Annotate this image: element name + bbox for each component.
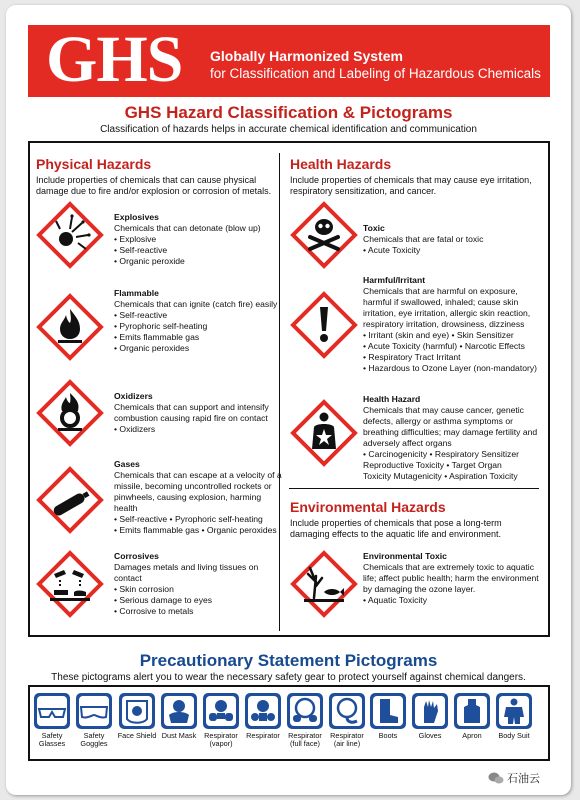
main-subtitle: Classification of hazards helps in accurate chemical identification and communication <box>100 124 477 135</box>
hazard-environmental-toxic: Environmental Toxic Chemicals that are extremely toxic to aquatic life; affect public health; harm the environment by damaging the ozone layer. • Aquatic Toxicity <box>363 551 539 605</box>
exclamation-mark-icon <box>290 291 358 359</box>
physical-hazards-title: Physical Hazards <box>36 156 152 172</box>
ppe-safety-goggles: Safety Goggles <box>74 693 114 748</box>
ppe-face-shield: Face Shield <box>117 693 157 740</box>
hazard-toxic: Toxic Chemicals that are fatal or toxic • Acute Toxicity <box>363 223 484 255</box>
gas-cylinder-icon <box>36 466 104 534</box>
ghs-sign <box>6 5 571 795</box>
boots-icon <box>370 693 406 729</box>
main-title: GHS Hazard Classification & Pictograms <box>124 103 453 122</box>
exploding-bomb-icon <box>36 201 104 269</box>
banner-title: Globally Harmonized System <box>210 48 403 64</box>
health-hazards-desc: Include properties of chemicals that may cause eye irritation, respiratory sensitization, and cancer. <box>290 175 532 196</box>
safety-glasses-icon <box>34 693 70 729</box>
flame-icon <box>36 293 104 361</box>
watermark: 石油云 <box>488 770 540 786</box>
ppe-respirator-full-face: Respirator (full face) <box>285 693 325 748</box>
respirator-air-line-icon <box>329 693 365 729</box>
environment-icon <box>290 550 358 618</box>
respirator-icon <box>245 693 281 729</box>
ppe-dust-mask: Dust Mask <box>159 693 199 740</box>
header-banner <box>28 25 550 97</box>
hazard-health-hazard: Health Hazard Chemicals that may cause cancer, genetic defects, allergy or asthma symptoms or breathing difficulties; may damage fertility and adversely affect organs • Carcinogenicity • Respiratory Sensitizer Reproductive Toxicity • Target Organ Toxicity Mutagenicity • Aspiration Toxicity <box>363 394 538 481</box>
hazard-corrosives: Corrosives Damages metals and living tissues on contact • Skin corrosion • Serious damage to eyes • Corrosive to metals <box>114 551 259 616</box>
respirator-full-face-icon <box>287 693 323 729</box>
dust-mask-icon <box>161 693 197 729</box>
banner-subtitle: for Classification and Labeling of Hazardous Chemicals <box>210 66 541 81</box>
ppe-safety-glasses: Safety Glasses <box>32 693 72 748</box>
ppe-body-suit: Body Suit <box>494 693 534 740</box>
hazard-harmful-irritant: Harmful/Irritant Chemicals that are harmful on exposure, harmful if swallowed, inhaled; cause skin irritation, eye irritation, allergic skin reaction, respiratory irritation, drowsiness, dizziness • Irritant (skin and eye) • Skin Sensitizer • Acute Toxicity (harmful) • Narcotic Effects • Respiratory Tract Irritant • Hazardous to Ozone Layer (non-mandatory) <box>363 275 538 373</box>
skull-crossbones-icon <box>290 201 358 269</box>
health-hazards-title: Health Hazards <box>290 156 392 172</box>
ghs-logo: GHS <box>46 23 183 96</box>
flame-over-circle-icon <box>36 379 104 447</box>
health-hazard-icon <box>290 399 358 467</box>
body-suit-icon <box>496 693 532 729</box>
hazard-explosives: Explosives Chemicals that can detonate (blow up) • Explosive • Self-reactive • Organic peroxide <box>114 212 261 266</box>
wechat-icon <box>488 771 504 785</box>
ppe-gloves: Gloves <box>410 693 450 740</box>
apron-icon <box>454 693 490 729</box>
physical-hazards-desc: Include properties of chemicals that can cause physical damage due to fire and/or explosion or corrosion of metals. <box>36 175 272 196</box>
ppe-respirator: Respirator <box>243 693 283 740</box>
ppe-boots: Boots <box>368 693 408 740</box>
hazard-oxidizers: Oxidizers Chemicals that can support and intensify combustion causing rapid fire on contact • Oxidizers <box>114 391 269 434</box>
section-divider <box>289 488 539 489</box>
hazard-gases: Gases Chemicals that can escape at a velocity of a missile, becoming uncontrolled rockets or pinwheels, causing explosion, harming health • Self-reactive • Pyrophoric self-heating • Emits flammable gas • Organic peroxides <box>114 459 282 535</box>
hazard-flammable: Flammable Chemicals that can ignite (catch fire) easily • Self-reactive • Pyrophoric self-heating • Emits flammable gas • Organic peroxides <box>114 288 278 353</box>
ppe-apron: Apron <box>452 693 492 740</box>
face-shield-icon <box>119 693 155 729</box>
corrosion-icon <box>36 550 104 618</box>
ppe-respirator-vapor: Respirator (vapor) <box>201 693 241 748</box>
safety-goggles-icon <box>76 693 112 729</box>
ppe-respirator-air-line: Respirator (air line) <box>327 693 367 748</box>
respirator-vapor-icon <box>203 693 239 729</box>
precautionary-title: Precautionary Statement Pictograms <box>139 651 438 670</box>
environmental-hazards-title: Environmental Hazards <box>290 499 446 515</box>
precautionary-subtitle: These pictograms alert you to wear the necessary safety gear to protect yourself against chemical dangers. <box>51 672 526 683</box>
gloves-icon <box>412 693 448 729</box>
environmental-hazards-desc: Include properties of chemicals that pose a long-term damaging effects to the aquatic life and environment. <box>290 518 502 539</box>
